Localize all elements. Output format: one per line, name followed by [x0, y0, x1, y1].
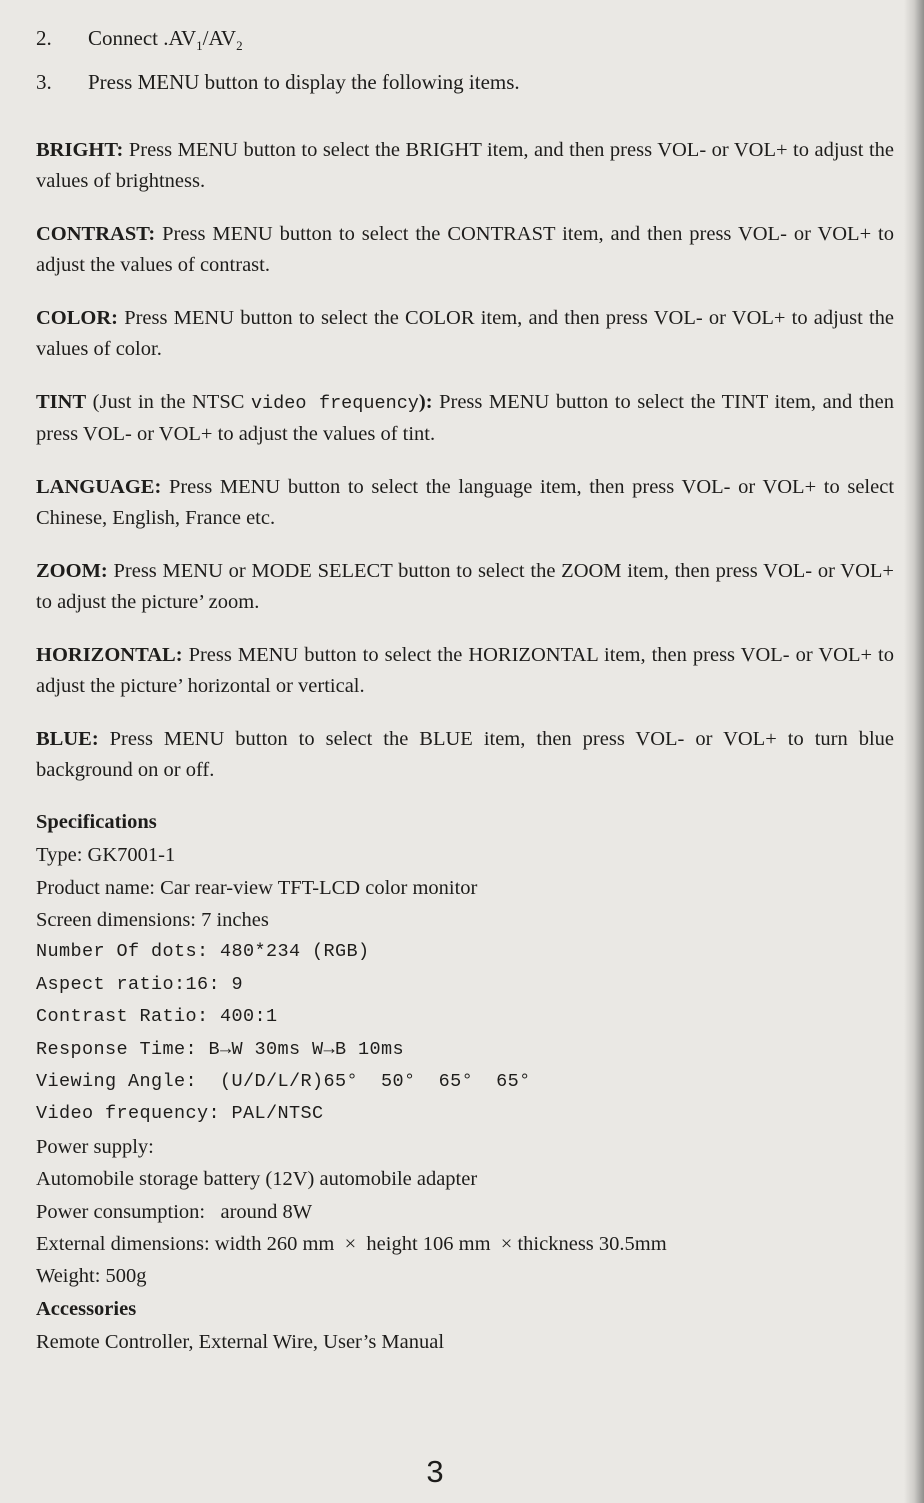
- accessories-section: [36, 1293, 894, 1358]
- paragraph-text: Press MENU button to select the language item, then press VOL- or VOL+ to select Chinese, English, France etc.: [36, 476, 895, 530]
- paragraph-text: Press MENU button to select the BRIGHT item, and then press VOL- or VOL+ to adjust the values of brightness.: [36, 139, 895, 193]
- step-text: Connect $.AV_1/AV_2$: [88, 26, 243, 54]
- paragraph-label: COLOR:: [36, 307, 118, 330]
- paragraph-label: TINT: [36, 391, 87, 414]
- spec-line-aspect-ratio: Aspect ratio:16: 9: [36, 973, 244, 995]
- paragraph-bright: [36, 135, 894, 197]
- spec-line-video-frequency: Video frequency: PAL/NTSC: [36, 1103, 324, 1125]
- paragraph-text: Press MENU button to select the HORIZONTAL item, then press VOL- or VOL+ to adjust the picture’ horizontal or vertical.: [36, 644, 895, 698]
- spec-line-response-time: Response Time: B→W 30ms W→B 10ms: [36, 1038, 405, 1060]
- specifications-title: Specifications: [36, 811, 157, 834]
- spec-line-contrast-ratio: Contrast Ratio: 400:1: [36, 1006, 278, 1028]
- paragraph-language: [36, 472, 894, 534]
- step-text: Press MENU button to display the following items.: [88, 70, 520, 95]
- spec-line-number-of-dots: Number Of dots: 480*234 (RGB): [36, 941, 370, 963]
- paragraph-paren-close: ):: [418, 391, 440, 414]
- scan-edge-shadow: [904, 0, 924, 1503]
- accessories-title: Accessories: [36, 1297, 137, 1320]
- paragraph-label: BLUE:: [36, 728, 99, 751]
- paragraph-text: Press MENU button to select the COLOR item, and then press VOL- or VOL+ to adjust the values of color.: [36, 307, 895, 361]
- paragraph-label: ZOOM:: [36, 560, 108, 583]
- spec-line-external-dimensions: External dimensions: width 260 mm × height 106 mm × thickness 30.5mm: [36, 1233, 667, 1256]
- paragraph-blue: [36, 724, 894, 786]
- paragraph-zoom: [36, 556, 894, 618]
- spec-line-power-consumption: Power consumption: around 8W: [36, 1200, 313, 1223]
- spec-line-weight: Weight: 500g: [36, 1265, 147, 1288]
- step-number: 2.: [36, 26, 52, 50]
- paragraph-color: [36, 303, 894, 365]
- paragraph-text: Press MENU or MODE SELECT button to select the ZOOM item, then press VOL- or VOL+ to adjust the picture’ zoom.: [36, 560, 894, 614]
- spec-line-power-supply: Power supply:: [36, 1135, 154, 1158]
- spec-line-viewing-angle: Viewing Angle: (U/D/L/R)65° 50° 65° 65°: [36, 1071, 531, 1093]
- paragraph-paren: (Just in the NTSC: [86, 391, 251, 414]
- paragraph-contrast: [36, 219, 894, 281]
- paragraph-label: CONTRAST:: [36, 223, 156, 246]
- paragraph-label: BRIGHT:: [36, 139, 124, 162]
- paragraph-text: Press MENU button to select the TINT item, and then press VOL- or VOL+ to adjust the values of tint.: [36, 391, 895, 446]
- paragraph-label: HORIZONTAL:: [36, 644, 183, 667]
- step-number: 3.: [36, 70, 52, 95]
- paragraph-tint: [36, 387, 894, 450]
- list-item: [36, 20, 894, 64]
- paragraph-text: Press MENU button to select the CONTRAST item, and then press VOL- or VOL+ to adjust the values of contrast.: [36, 223, 894, 277]
- spec-line-type: Type: GK7001-1: [36, 844, 176, 867]
- paragraph-text: Press MENU button to select the BLUE item, then press VOL- or VOL+ to turn blue background on or off.: [36, 728, 894, 782]
- specifications-section: [36, 806, 894, 1293]
- paragraph-mono-segment: video frequency: [250, 393, 419, 415]
- spec-line-product-name: Product name: Car rear-view TFT-LCD color monitor: [36, 876, 478, 899]
- spec-line-screen-dimensions: Screen dimensions: 7 inches: [36, 909, 269, 931]
- numbered-steps: [36, 20, 894, 101]
- paragraph-horizontal: [36, 640, 894, 702]
- accessories-text: Remote Controller, External Wire, User’s Manual: [36, 1330, 445, 1353]
- paragraph-label: LANGUAGE:: [36, 476, 162, 499]
- spec-line-battery: Automobile storage battery (12V) automobile adapter: [36, 1168, 478, 1191]
- page-number: 3: [426, 1454, 444, 1490]
- list-item: [36, 64, 894, 101]
